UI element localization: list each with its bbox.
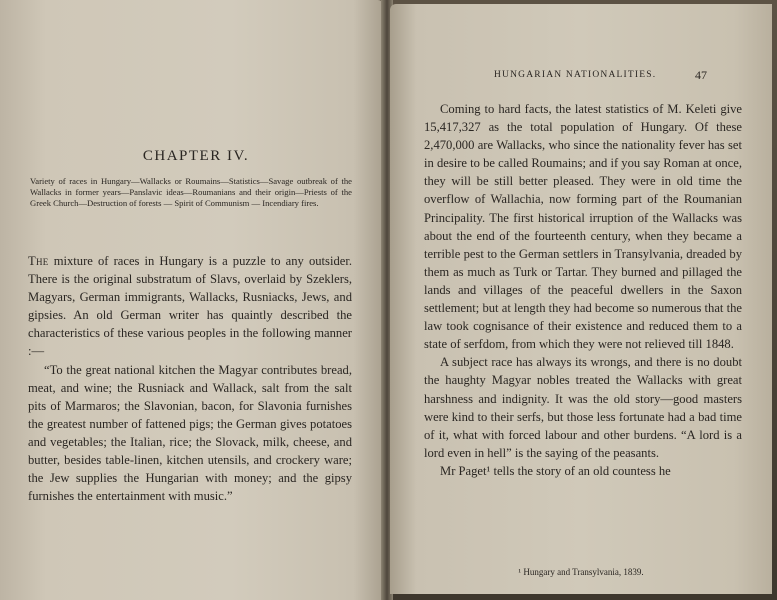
chapter-title: CHAPTER IV. <box>142 148 250 164</box>
left-body-text <box>28 252 352 505</box>
chapter-summary: Variety of races in Hungary—Wallacks or Roumains—Statistics—Savage outbreak of the Wallacks in former years—Panslavic ideas—Roumanians and their origin—Priests of the Greek Church—Destruction of forests — Spirit of Communism — Incendiary fires. <box>30 176 352 209</box>
right-paragraph-1: Coming to hard facts, the latest statistics of M. Keleti give 15,417,327 as the total population of Hungary. Of these 2,470,000 are Wallacks, who since the nationality fever has set in desire to be called Roumains; and if you say Roman at once, they will be still better pleased. They were in old time the overflow of Wallachia, now forming part of the Roumanian Principality. The first historical irruption of the Wallacks was about the end of the fourteenth century, when they became a terrible pest to the German settlers in Transylvania, dreaded by them as much as Turk or Tartar. They burned and pillaged the lands and villages of the peaceful dwellers in the Saxon settlement; but at length they had become so numerous that the law took cognisance of their existence and reduced them to a state of serfdom, from which they were not relieved till 1848. <box>424 102 742 352</box>
right-body-text <box>424 100 742 480</box>
right-page <box>390 4 772 594</box>
right-paragraph-3: Mr Paget¹ tells the story of an old countess he <box>440 463 671 478</box>
left-paragraph-1-text: mixture of races in Hungary is a puzzle to any outsider. There is the original substratum of Slavs, overlaid by Szeklers, Magyars, German immigrants, Wallacks, Rusniacks, Jews, and gipsies. An old German writer has quaintly described the characteristics of these various peoples in the following manner :— <box>28 254 352 359</box>
right-paragraph-2: A subject race has always its wrongs, and there is no doubt the haughty Magyar nobles treated the Wallacks with great harshness and indignity. It was the old story—good masters were kind to their serfs, but those less fortunate had a bad time of it, what with forced labour and other burdens. “A lord is a lord even in hell” is the saying of the peasants. <box>424 355 742 460</box>
footnote: ¹ Hungary and Transylvania, 1839. <box>518 567 644 577</box>
running-head: HUNGARIAN NATIONALITIES. <box>494 70 657 80</box>
left-paragraph-1 <box>28 252 352 361</box>
left-paragraph-2: “To the great national kitchen the Magyar contributes bread, meat, and wine; the Rusniack and Wallack, salt from the salt pits of Marmaros; the Slavonian, bacon, for Slavonia furnishes the greatest number of fattened pigs; the German gives potatoes and vegetables; the Italian, rice; the Slovack, milk, cheese, and butter, besides table-linen, kitchen utensils, and crockery ware; the Jew supplies the Hungarian with money; and the gipsy furnishes the entertainment with music.” <box>28 362 352 504</box>
left-page <box>0 0 384 600</box>
lead-word: The <box>28 254 49 268</box>
page-number: 47 <box>695 68 707 82</box>
